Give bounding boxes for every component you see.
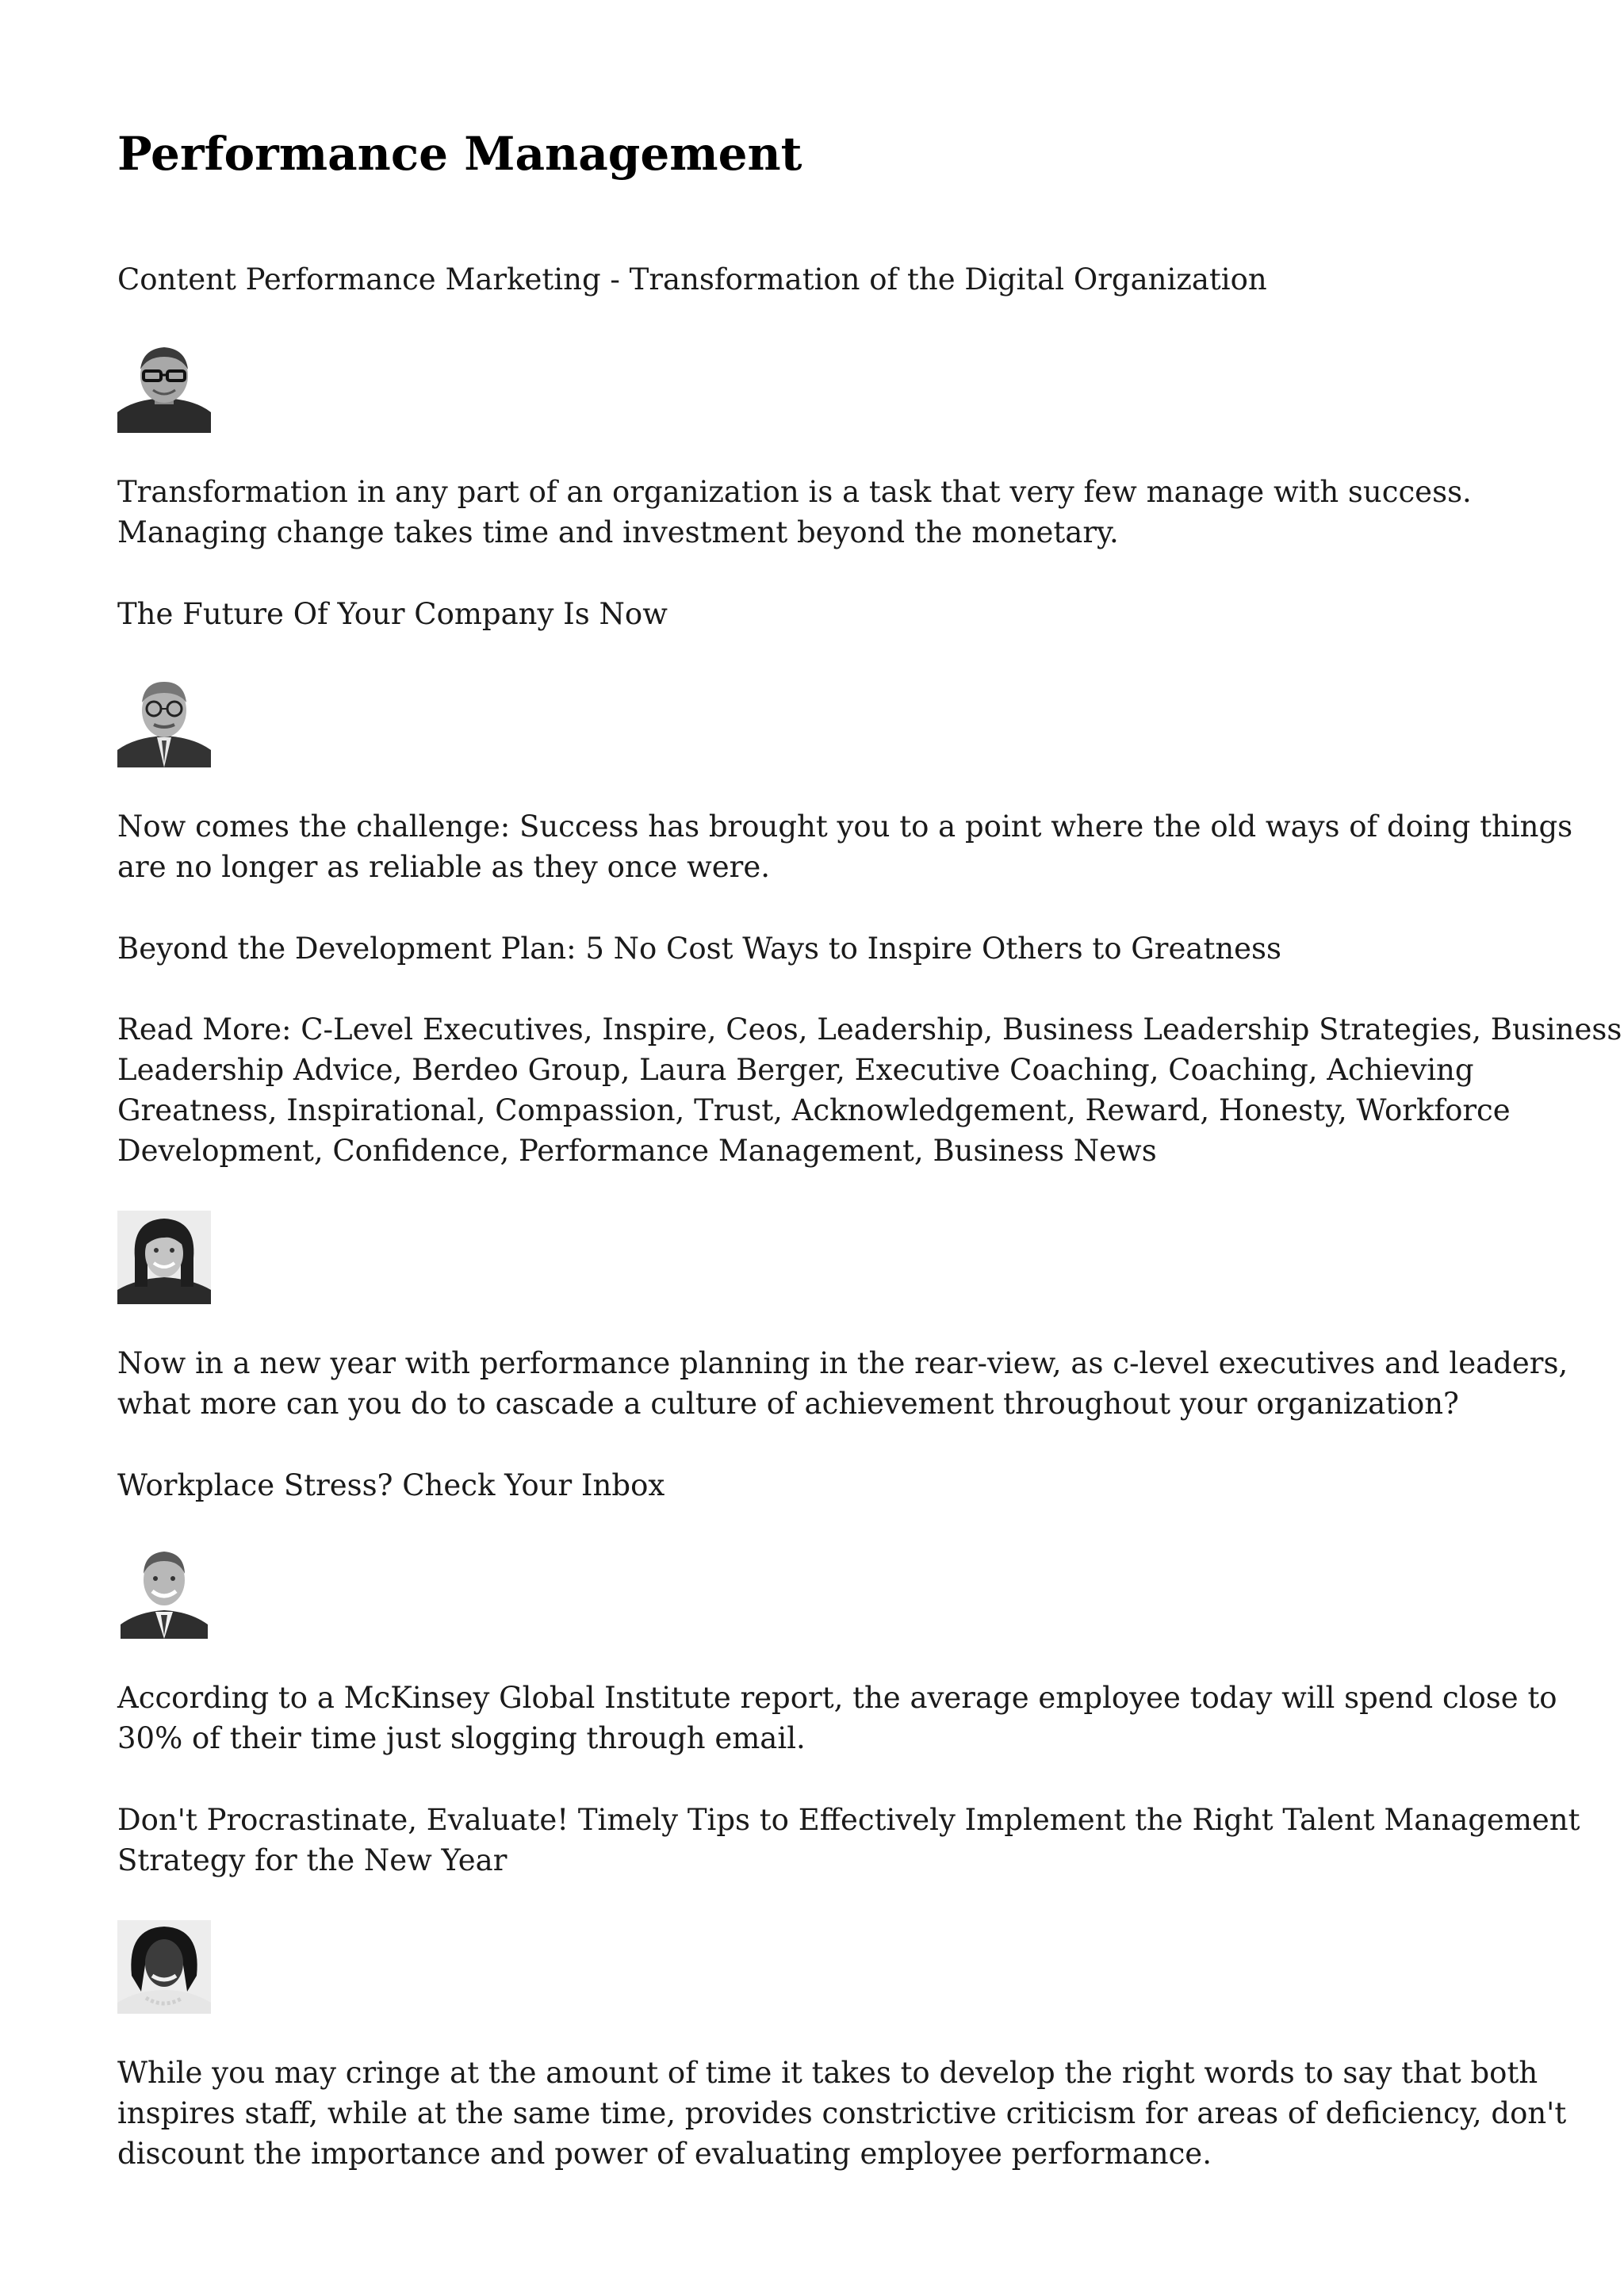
article-title-link[interactable]: Don't Procrastinate, Evaluate! Timely Tips to Effectively Implement the Right Talent Management xyxy=(117,1803,1580,1837)
article-excerpt-line: are no longer as reliable as they once were. xyxy=(117,850,770,884)
page-title: Performance Management xyxy=(117,127,802,181)
read-more-tags-line[interactable]: Read More: C-Level Executives, Inspire, Ceos, Leadership, Business Leadership Strategies, Business xyxy=(117,1012,1622,1047)
author-photo-woman-necklace-icon xyxy=(117,1920,211,2014)
article-excerpt-line: Transformation in any part of an organization is a task that very few manage with success. xyxy=(117,475,1472,509)
article-excerpt-line: Now in a new year with performance planning in the rear-view, as c-level executives and leaders, xyxy=(117,1346,1568,1380)
article-excerpt-line: inspires staff, while at the same time, provides constrictive criticism for areas of deficiency, don't xyxy=(117,2096,1567,2130)
author-photo-man-suit-glasses-icon xyxy=(117,674,211,767)
article-excerpt-line: what more can you do to cascade a culture of achievement throughout your organization? xyxy=(117,1387,1459,1421)
article-title-link[interactable]: The Future Of Your Company Is Now xyxy=(117,597,668,631)
author-photo-man-suit-icon xyxy=(117,1545,211,1639)
article-excerpt-line: discount the importance and power of evaluating employee performance. xyxy=(117,2137,1212,2171)
article-excerpt-line: 30% of their time just slogging through email. xyxy=(117,1721,806,1755)
article-excerpt-line: Managing change takes time and investment beyond the monetary. xyxy=(117,515,1119,549)
read-more-tags-line[interactable]: Greatness, Inspirational, Compassion, Trust, Acknowledgement, Reward, Honesty, Workforce xyxy=(117,1093,1511,1127)
article-title-link[interactable]: Strategy for the New Year xyxy=(117,1843,508,1877)
article-title-link[interactable]: Content Performance Marketing - Transformation of the Digital Organization xyxy=(117,262,1267,297)
read-more-tags-line[interactable]: Development, Confidence, Performance Management, Business News xyxy=(117,1134,1157,1168)
article-excerpt-line: Now comes the challenge: Success has brought you to a point where the old ways of doing things xyxy=(117,809,1573,844)
article-title-link[interactable]: Workplace Stress? Check Your Inbox xyxy=(117,1468,665,1502)
article-title-link[interactable]: Beyond the Development Plan: 5 No Cost Ways to Inspire Others to Greatness xyxy=(117,932,1282,966)
author-photo-woman-icon xyxy=(117,1211,211,1304)
author-photo-man-glasses-icon xyxy=(117,339,211,433)
article-excerpt-line: According to a McKinsey Global Institute report, the average employee today will spend close to xyxy=(117,1681,1557,1715)
article-excerpt-line: While you may cringe at the amount of time it takes to develop the right words to say that both xyxy=(117,2056,1538,2090)
read-more-tags-line[interactable]: Leadership Advice, Berdeo Group, Laura Berger, Executive Coaching, Coaching, Achieving xyxy=(117,1053,1474,1087)
